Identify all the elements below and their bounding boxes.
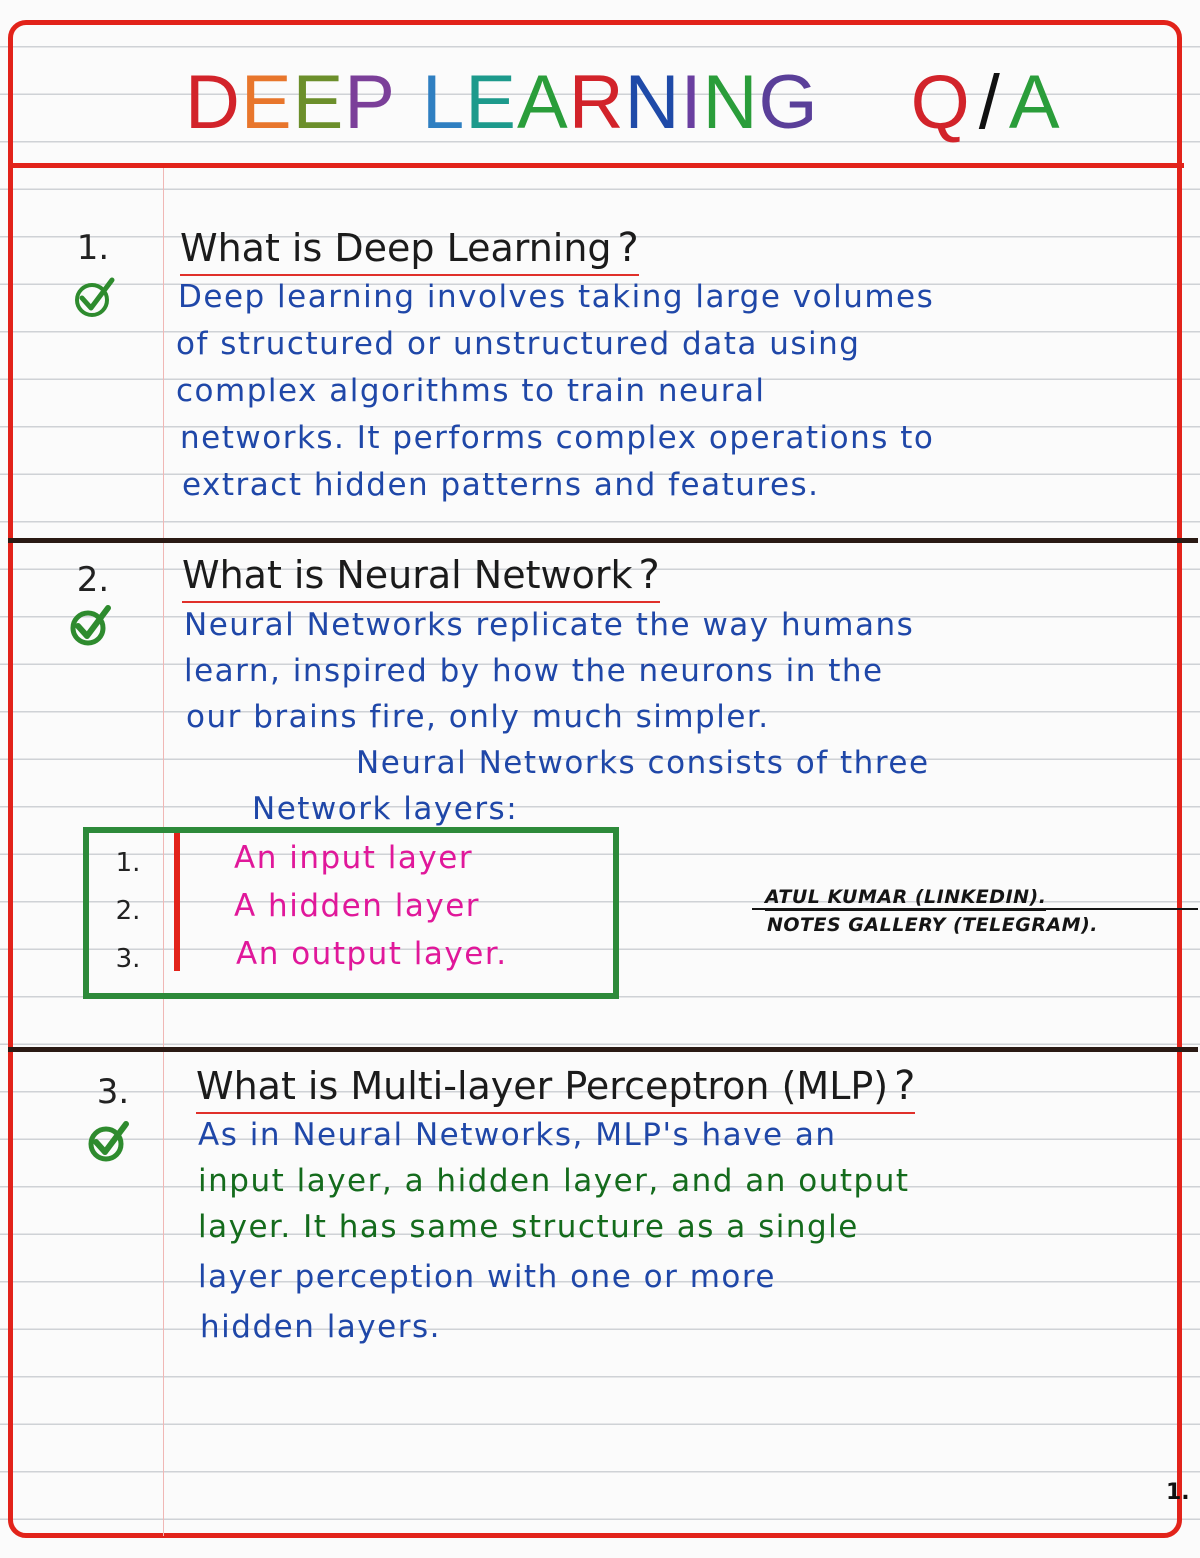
title-letter: P <box>344 60 396 145</box>
title-letter: L <box>422 60 466 145</box>
title-letter: N <box>624 60 681 145</box>
checkmark-icon <box>84 1118 132 1166</box>
answer-line: layer perception with one or more <box>198 1259 776 1295</box>
title-letter: E <box>240 60 293 145</box>
answer-line-text: layer. It has same structure as a single <box>198 1209 859 1245</box>
question-mark: ? <box>638 552 660 598</box>
title-letter: E <box>465 60 517 145</box>
title-letter: R <box>568 60 625 145</box>
answer-line: learn, inspired by how the neurons in the <box>184 653 884 689</box>
layer-label: A hidden layer <box>234 888 481 924</box>
title-letter: D <box>185 60 241 145</box>
credit-underline <box>752 908 1198 910</box>
answer-line <box>198 1117 837 1153</box>
answer-line <box>198 1209 859 1245</box>
question-text: What is Neural Network <box>182 553 633 597</box>
section-divider <box>8 538 1198 543</box>
checkmark-icon <box>70 274 118 322</box>
answer-line: hidden layers. <box>200 1309 441 1345</box>
question-number: 3. <box>96 1072 130 1112</box>
title-letter: G <box>758 60 819 145</box>
layer-number: 3. <box>115 944 141 974</box>
question-heading <box>196 1063 916 1114</box>
question-heading <box>182 552 660 603</box>
credit-telegram: NOTES GALLERY (TELEGRAM). <box>767 914 1098 936</box>
question-mark: ? <box>894 1063 916 1109</box>
answer-line: our brains fire, only much simpler. <box>186 699 770 735</box>
layer-number: 1. <box>115 848 141 878</box>
title-letter: I <box>680 60 703 145</box>
question-text: What is Deep Learning <box>180 226 612 270</box>
answer-line-text: As in Neural Networks, MLP's have an <box>198 1117 837 1153</box>
answer-line: Neural Networks consists of three <box>356 745 930 781</box>
title-letter: Q <box>910 60 971 145</box>
checkmark-icon <box>66 602 114 650</box>
question-text: What is Multi-layer Perceptron (MLP) <box>196 1064 889 1108</box>
answer-line: extract hidden patterns and features. <box>182 467 820 503</box>
layer-label: An input layer <box>234 840 474 876</box>
title-learning <box>422 60 819 145</box>
answer-line: complex algorithms to train neural <box>176 373 766 409</box>
credit-linkedin: ATUL KUMAR (LINKEDIN). <box>765 886 1046 911</box>
layer-number: 2. <box>115 896 141 926</box>
page-title <box>185 58 1061 148</box>
answer-line: Network layers: <box>252 791 519 827</box>
title-letter: / <box>978 60 1001 145</box>
title-letter: N <box>702 60 759 145</box>
layers-box-margin <box>174 833 180 971</box>
answer-line: Neural Networks replicate the way humans <box>184 607 915 643</box>
question-number: 1. <box>76 228 110 268</box>
layer-label: An output layer. <box>236 936 508 972</box>
question-number: 2. <box>76 560 110 600</box>
answer-line: Deep learning involves taking large volumes <box>178 279 935 315</box>
question-mark: ? <box>617 225 639 271</box>
title-letter: A <box>1008 60 1061 145</box>
page-number: 1. <box>1166 1480 1190 1505</box>
title-divider <box>8 163 1184 168</box>
answer-line: input layer, a hidden layer, and an output <box>198 1163 910 1199</box>
title-deep <box>185 60 396 145</box>
section-divider <box>8 1047 1198 1052</box>
title-letter: E <box>292 60 345 145</box>
answer-line: networks. It performs complex operations to <box>180 420 935 456</box>
title-letter: A <box>516 60 569 145</box>
question-heading <box>180 225 639 276</box>
answer-line: of structured or unstructured data using <box>176 326 861 362</box>
title-qa <box>910 60 1061 145</box>
